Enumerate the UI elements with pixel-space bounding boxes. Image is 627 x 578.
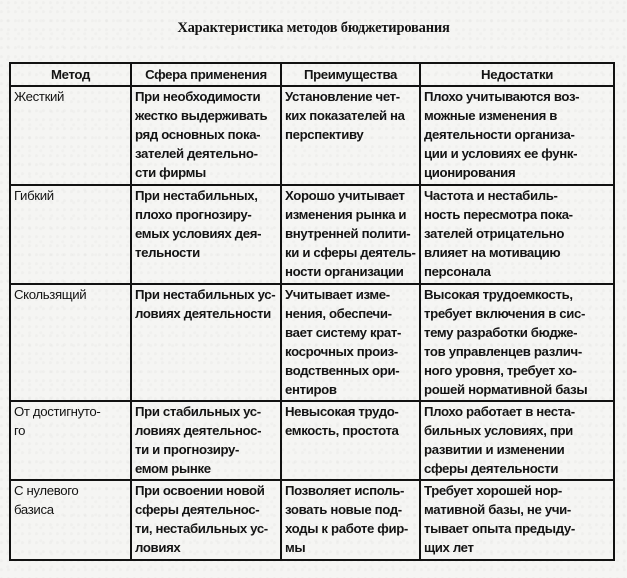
disadvantages-text: Плохо работает в неста- бильных условиях, при развитии и изменении сферы деятельности bbox=[424, 404, 575, 476]
advantages-text: Установление чет- ких показателей на перспективу bbox=[285, 89, 405, 142]
disadvantages-text: Высокая трудоемкость, требует включения в сис- тему разработки бюдже- тов управленцев различ- ного уровня, требует хо- рошей нормативной базы bbox=[424, 287, 588, 397]
advantages-cell bbox=[281, 185, 420, 284]
scope-cell bbox=[131, 86, 281, 185]
method-cell bbox=[10, 284, 131, 401]
document-title: Характеристика методов бюджетирования bbox=[177, 20, 450, 36]
scope-text: При нестабильных ус- ловиях деятельности bbox=[135, 287, 276, 321]
method-cell bbox=[10, 86, 131, 185]
method-name: Жесткий bbox=[14, 89, 65, 104]
table-row bbox=[10, 284, 614, 401]
disadvantages-cell bbox=[420, 480, 614, 560]
column-header-scope: Сфера применения bbox=[131, 63, 281, 86]
disadvantages-text: Требует хорошей нор- мативной базы, не учи- тывает опыта предыду- щих лет bbox=[424, 483, 575, 555]
advantages-cell bbox=[281, 284, 420, 401]
advantages-text: Позволяет исполь- зовать новые под- ходы к работе фир- мы bbox=[285, 483, 408, 555]
advantages-cell bbox=[281, 401, 420, 480]
method-cell bbox=[10, 480, 131, 560]
method-name: С нулевого базиса bbox=[14, 483, 79, 517]
method-name: Гибкий bbox=[14, 188, 54, 203]
disadvantages-cell bbox=[420, 401, 614, 480]
scope-text: При необходимости жестко выдерживать ряд основных пока- зателей деятельно- сти фирмы bbox=[135, 89, 268, 180]
method-name: Скользящий bbox=[14, 287, 87, 302]
method-cell bbox=[10, 401, 131, 480]
column-header-method: Метод bbox=[10, 63, 131, 86]
advantages-cell bbox=[281, 480, 420, 560]
table-row bbox=[10, 86, 614, 185]
scope-cell bbox=[131, 401, 281, 480]
column-header-disadvantages: Недостатки bbox=[420, 63, 614, 86]
table-row bbox=[10, 480, 614, 560]
disadvantages-text: Частота и нестабиль- ность пересмотра пока- зателей отрицательно влияет на мотивацию персонала bbox=[424, 188, 573, 279]
scope-cell bbox=[131, 185, 281, 284]
column-header-advantages: Преимущества bbox=[281, 63, 420, 86]
disadvantages-cell bbox=[420, 284, 614, 401]
disadvantages-text: Плохо учитываются воз- можные изменения в деятельности организа- ции и условиях ее функ- ционирования bbox=[424, 89, 580, 180]
disadvantages-cell bbox=[420, 86, 614, 185]
table-row bbox=[10, 185, 614, 284]
scope-text: При освоении новой сферы деятельнос- ти, нестабильных ус- ловиях bbox=[135, 483, 268, 555]
budgeting-methods-table bbox=[9, 62, 615, 561]
advantages-text: Хорошо учитывает изменения рынка и внутренней полити- ки и сферы деятель- ности организации bbox=[285, 188, 416, 279]
scope-text: При нестабильных, плохо прогнозиру- емых условиях дея- тельности bbox=[135, 188, 262, 260]
advantages-cell bbox=[281, 86, 420, 185]
scope-cell bbox=[131, 480, 281, 560]
table-header-row bbox=[10, 63, 614, 86]
table-row bbox=[10, 401, 614, 480]
method-name: От достигнуто- го bbox=[14, 404, 101, 438]
scope-cell bbox=[131, 284, 281, 401]
advantages-text: Учитывает изме- нения, обеспечи- вает систему крат- косрочных произ- водственных ори- ентиров bbox=[285, 287, 402, 397]
advantages-text: Невысокая трудо- емкость, простота bbox=[285, 404, 399, 438]
method-cell bbox=[10, 185, 131, 284]
scope-text: При стабильных ус- ловиях деятельнос- ти и прогнозиру- емом рынке bbox=[135, 404, 262, 476]
disadvantages-cell bbox=[420, 185, 614, 284]
